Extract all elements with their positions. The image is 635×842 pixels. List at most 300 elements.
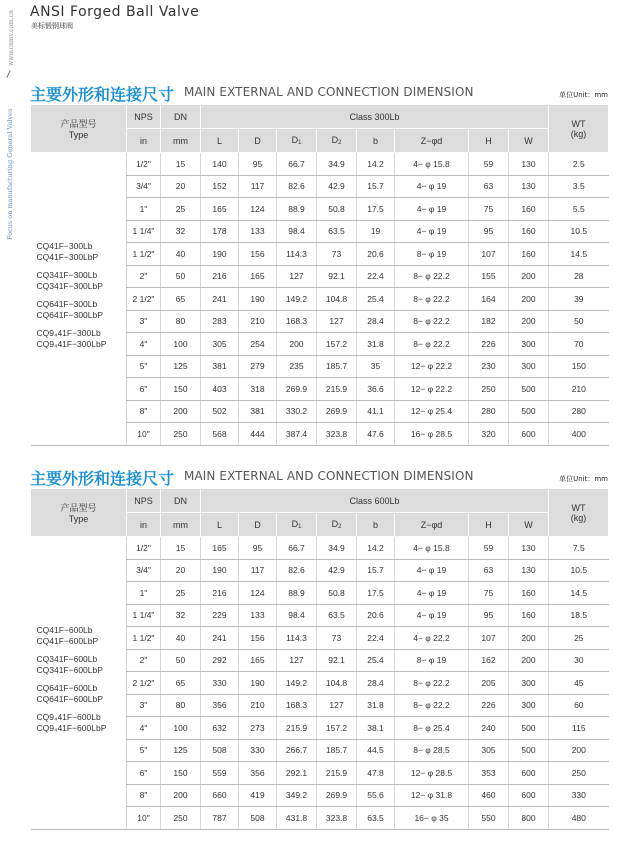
table-cell: 125 [161,355,201,378]
header-type-cn: 产品型号 [60,119,97,129]
type-group [37,241,127,263]
table-cell: 235 [277,355,317,378]
table-cell: 283 [201,310,239,333]
table-cell: 160 [509,582,549,605]
header-dn: DN [161,105,201,129]
header-dn-unit: mm [161,513,201,537]
table-cell: 80 [161,694,201,717]
table-cell: 149.2 [277,288,317,311]
table-cell: 12− φ 22.2 [395,355,469,378]
table-cell: 127 [277,649,317,672]
table-cell: 5" [127,355,161,378]
table-cell: 305 [469,739,509,762]
table-cell: 10.5 [549,220,609,243]
table-cell: 323.8 [317,423,357,446]
table-cell: 292.1 [277,762,317,785]
table-cell: 241 [201,288,239,311]
header-class: Class 600Lb [201,489,549,513]
type-name: CQ9₄41F−300Lb [36,327,101,338]
header-D: D [239,513,277,537]
table-cell: 800 [509,807,549,830]
table-cell: 185.7 [317,739,357,762]
table-cell: 107 [469,627,509,650]
table-cell: 165 [239,265,277,288]
table-cell: 45 [549,672,609,695]
table-cell: 444 [239,423,277,446]
table-cell: 60 [549,694,609,717]
table-cell: 117 [239,559,277,582]
table-cell: 190 [201,559,239,582]
type-name: CQ9₄41F−300LbP [36,338,107,349]
table-cell: 200 [509,627,549,650]
header-L: L [201,129,239,153]
table-cell: 95 [239,153,277,176]
type-list [31,153,127,446]
type-group [37,625,127,647]
table-cell: 8− φ 22.2 [395,333,469,356]
table-cell: 160 [509,198,549,221]
table-cell: 19 [357,220,395,243]
table-cell: 226 [469,333,509,356]
table-cell: 100 [161,717,201,740]
table-cell: 39 [549,288,609,311]
table-cell: 73 [317,627,357,650]
header-class: Class 300Lb [201,105,549,129]
table-cell: 1 1/2" [127,627,161,650]
table-cell: 35 [357,355,395,378]
table-cell: 10" [127,423,161,446]
table-cell: 200 [509,649,549,672]
header-wt-unit: (kg) [570,512,587,523]
table-cell: 156 [239,243,277,266]
table-cell: 1/2" [127,153,161,176]
table-cell: 216 [201,265,239,288]
table-cell: 28 [549,265,609,288]
header-wt-unit: (kg) [570,128,587,139]
table-cell: 40 [161,243,201,266]
table-cell: 155 [469,265,509,288]
table-cell: 330.2 [277,400,317,423]
table-cell: 162 [469,649,509,672]
table-cell: 14.2 [357,153,395,176]
table-cell: 508 [239,807,277,830]
table-cell: 1" [127,198,161,221]
table-cell: 269.9 [317,400,357,423]
header-type-cn: 产品型号 [60,503,97,513]
table-cell: 381 [239,400,277,423]
header-D1: D1 [277,129,317,153]
table-cell: 4" [127,333,161,356]
table-cell: 3" [127,310,161,333]
table-cell: 55.6 [357,784,395,807]
dimension-table-300 [30,104,609,446]
table-cell: 165 [201,537,239,560]
header-title: ANSI Forged Ball Valve [30,4,200,20]
table-cell: 216 [201,582,239,605]
table-cell: 50 [161,649,201,672]
table-cell: 210 [239,694,277,717]
table-cell: 8− φ 28.5 [395,739,469,762]
table-cell: 133 [239,604,277,627]
table-cell: 12− φ 28.5 [395,762,469,785]
table-cell: 200 [161,784,201,807]
table-cell: 44.5 [357,739,395,762]
table-cell: 164 [469,288,509,311]
table-cell: 305 [201,333,239,356]
table-cell: 70 [549,333,609,356]
table-cell: 10" [127,807,161,830]
table-cell: 241 [201,627,239,650]
header-subtitle: 美标锻钢球阀 [31,22,73,30]
table-cell: 36.6 [357,378,395,401]
table-cell: 150 [549,355,609,378]
type-group [37,299,127,321]
table-cell: 178 [201,220,239,243]
header-type [31,105,127,153]
table-cell: 300 [509,333,549,356]
table-cell: 28.4 [357,672,395,695]
table-cell: 250 [549,762,609,785]
table-cell: 787 [201,807,239,830]
table-cell: 230 [469,355,509,378]
type-name: CQ341F−300Lb [36,269,98,280]
table-cell: 22.4 [357,627,395,650]
table-cell: 8− φ 25.4 [395,717,469,740]
table-cell: 4− φ 19 [395,220,469,243]
table-cell: 65 [161,672,201,695]
table-cell: 66.7 [277,537,317,560]
table-cell: 508 [201,739,239,762]
table-cell: 95 [469,220,509,243]
table-cell: 47.8 [357,762,395,785]
table-cell: 190 [239,672,277,695]
table-cell: 95 [469,604,509,627]
table-cell: 279 [239,355,277,378]
table-cell: 250 [469,378,509,401]
type-name: CQ41F−600Lb [36,624,93,635]
section-class-300 [30,82,608,446]
table-cell: 2 1/2" [127,672,161,695]
table-cell: 330 [239,739,277,762]
table-cell: 124 [239,582,277,605]
type-name: CQ341F−600Lb [36,653,98,664]
table-cell: 318 [239,378,277,401]
table-cell: 4− φ 22.2 [395,627,469,650]
header-H: H [469,513,509,537]
section-title-cn: 主要外形和连接尺寸 [30,85,175,104]
table-cell: 92.1 [317,649,357,672]
table-cell: 8− φ 22.2 [395,310,469,333]
table-cell: 14.2 [357,537,395,560]
table-cell: 500 [509,717,549,740]
table-cell: 15.7 [357,175,395,198]
table-cell: 559 [201,762,239,785]
table-cell: 269.9 [277,378,317,401]
table-cell: 550 [469,807,509,830]
table-cell: 47.6 [357,423,395,446]
table-cell: 200 [161,400,201,423]
type-group [37,654,127,676]
type-group [37,683,127,705]
table-cell: 273 [239,717,277,740]
table-cell: 165 [201,198,239,221]
table-cell: 3" [127,694,161,717]
section-title [30,466,608,488]
table-cell: 150 [161,762,201,785]
table-cell: 3/4" [127,175,161,198]
table-cell: 17.5 [357,582,395,605]
table-cell: 115 [549,717,609,740]
table-cell: 66.7 [277,153,317,176]
table-cell: 25.4 [357,649,395,672]
table-cell: 20.6 [357,243,395,266]
table-cell: 4− φ 15.8 [395,537,469,560]
table-cell: 250 [161,423,201,446]
table-cell: 460 [469,784,509,807]
table-cell: 215.9 [277,717,317,740]
table-cell: 16− φ 28.5 [395,423,469,446]
table-cell: 130 [509,559,549,582]
table-cell: 80 [161,310,201,333]
header-b: b [357,129,395,153]
table-cell: 98.4 [277,604,317,627]
table-cell: 2" [127,649,161,672]
table-cell: 3.5 [549,175,609,198]
section-title-en: MAIN EXTERNAL AND CONNECTION DIMENSION [184,85,474,99]
header-nps-unit: in [127,513,161,537]
table-cell: 59 [469,153,509,176]
table-cell: 6" [127,378,161,401]
table-cell: 205 [469,672,509,695]
table-cell: 34.9 [317,537,357,560]
table-cell: 7.5 [549,537,609,560]
header-dn: DN [161,489,201,513]
table-cell: 266.7 [277,739,317,762]
table-cell: 2 1/2" [127,288,161,311]
table-row [31,537,609,560]
table-cell: 8− φ 22.2 [395,672,469,695]
type-name: CQ641F−600Lb [36,682,98,693]
table-cell: 200 [277,333,317,356]
table-cell: 200 [509,288,549,311]
table-cell: 25 [161,582,201,605]
table-cell: 150 [161,378,201,401]
header-dn-unit: mm [161,129,201,153]
table-cell: 8− φ 19 [395,649,469,672]
table-cell: 165 [239,649,277,672]
table-cell: 3/4" [127,559,161,582]
table-cell: 130 [509,153,549,176]
table-cell: 300 [509,672,549,695]
table-cell: 63.5 [317,220,357,243]
table-cell: 160 [509,243,549,266]
header-z: Z−φd [395,513,469,537]
table-cell: 73 [317,243,357,266]
table-cell: 292 [201,649,239,672]
table-cell: 8− φ 22.2 [395,288,469,311]
table-cell: 75 [469,582,509,605]
table-cell: 8" [127,400,161,423]
table-cell: 88.9 [277,582,317,605]
table-cell: 31.8 [357,333,395,356]
header-nps: NPS [127,105,161,129]
table-cell: 356 [239,762,277,785]
table-cell: 431.8 [277,807,317,830]
table-cell: 34.9 [317,153,357,176]
table-cell: 8− φ 19 [395,243,469,266]
table-cell: 387.4 [277,423,317,446]
unit-label: 单位Unit：mm [559,91,608,99]
table-cell: 88.9 [277,198,317,221]
table-cell: 200 [549,739,609,762]
table-cell: 229 [201,604,239,627]
type-group [37,328,127,350]
section-title [30,82,608,104]
table-cell: 50 [549,310,609,333]
table-cell: 104.8 [317,672,357,695]
table-cell: 1 1/4" [127,604,161,627]
table-cell: 226 [469,694,509,717]
table-cell: 8" [127,784,161,807]
table-cell: 190 [201,243,239,266]
header-wt-label: WT [571,118,586,129]
table-cell: 50 [161,265,201,288]
table-cell: 568 [201,423,239,446]
table-cell: 500 [509,400,549,423]
table-cell: 4− φ 19 [395,582,469,605]
type-name: CQ641F−600LbP [36,693,103,704]
table-cell: 41.1 [357,400,395,423]
table-cell: 168.3 [277,694,317,717]
table-cell: 200 [509,310,549,333]
table-cell: 15.7 [357,559,395,582]
header-wt-label: WT [571,502,586,513]
type-name: CQ341F−300LbP [36,280,103,291]
side-url: www.cnmv.com.cn [8,10,15,66]
table-cell: 254 [239,333,277,356]
table-cell: 17.5 [357,198,395,221]
table-cell: 419 [239,784,277,807]
table-cell: 130 [509,175,549,198]
type-group [37,712,127,734]
header-nps: NPS [127,489,161,513]
table-cell: 152 [201,175,239,198]
section-class-600 [30,466,608,830]
table-cell: 160 [509,220,549,243]
table-cell: 600 [509,423,549,446]
table-cell: 10.5 [549,559,609,582]
table-cell: 8− φ 22.2 [395,694,469,717]
header-D1: D1 [277,513,317,537]
table-cell: 250 [161,807,201,830]
table-cell: 98.4 [277,220,317,243]
table-cell: 280 [549,400,609,423]
type-name: CQ341F−600LbP [36,664,103,675]
dimension-table-600 [30,488,609,830]
table-cell: 1 1/4" [127,220,161,243]
table-cell: 114.3 [277,627,317,650]
header-H: H [469,129,509,153]
table-cell: 157.2 [317,333,357,356]
table-cell: 300 [509,355,549,378]
table-cell: 20 [161,175,201,198]
header-L: L [201,513,239,537]
table-cell: 124 [239,198,277,221]
header-type-en: Type [68,130,89,140]
type-name: CQ641F−300LbP [36,309,103,320]
table-cell: 185.7 [317,355,357,378]
side-text: Focus on manufacturing General Valves [6,108,14,240]
table-cell: 140 [201,153,239,176]
table-cell: 182 [469,310,509,333]
table-cell: 2.5 [549,153,609,176]
table-cell: 40 [161,627,201,650]
table-cell: 107 [469,243,509,266]
table-cell: 12− φ 22.2 [395,378,469,401]
table-cell: 215.9 [317,762,357,785]
header-D2: D2 [317,129,357,153]
type-name: CQ41F−300Lb [36,240,93,251]
header-type-en: Type [68,514,89,524]
table-cell: 500 [509,378,549,401]
table-cell: 320 [469,423,509,446]
table-cell: 82.6 [277,175,317,198]
table-cell: 14.5 [549,243,609,266]
header-b: b [357,513,395,537]
type-name: CQ41F−600LbP [36,635,99,646]
table-cell: 269.9 [317,784,357,807]
table-cell: 125 [161,739,201,762]
table-cell: 42.9 [317,175,357,198]
table-cell: 4− φ 19 [395,198,469,221]
table-cell: 4" [127,717,161,740]
table-cell: 12− φ 31.8 [395,784,469,807]
table-cell: 240 [469,717,509,740]
table-cell: 38.1 [357,717,395,740]
type-list [31,537,127,830]
table-cell: 104.8 [317,288,357,311]
table-cell: 20.6 [357,604,395,627]
type-name: CQ641F−300Lb [36,298,98,309]
table-cell: 502 [201,400,239,423]
table-cell: 114.3 [277,243,317,266]
table-cell: 32 [161,220,201,243]
table-cell: 300 [509,694,549,717]
table-cell: 127 [317,694,357,717]
table-cell: 30 [549,649,609,672]
table-cell: 200 [509,265,549,288]
header-wt [549,105,609,153]
table-cell: 50.8 [317,582,357,605]
table-cell: 600 [509,762,549,785]
table-cell: 400 [549,423,609,446]
table-cell: 4− φ 15.8 [395,153,469,176]
table-cell: 210 [239,310,277,333]
table-cell: 480 [549,807,609,830]
table-cell: 210 [549,378,609,401]
table-cell: 660 [201,784,239,807]
table-cell: 600 [509,784,549,807]
table-cell: 6" [127,762,161,785]
table-cell: 16− φ 35 [395,807,469,830]
table-cell: 1 1/2" [127,243,161,266]
table-cell: 14.5 [549,582,609,605]
table-cell: 59 [469,537,509,560]
section-title-cn: 主要外形和连接尺寸 [30,469,175,488]
table-cell: 156 [239,627,277,650]
header-D: D [239,129,277,153]
table-cell: 133 [239,220,277,243]
